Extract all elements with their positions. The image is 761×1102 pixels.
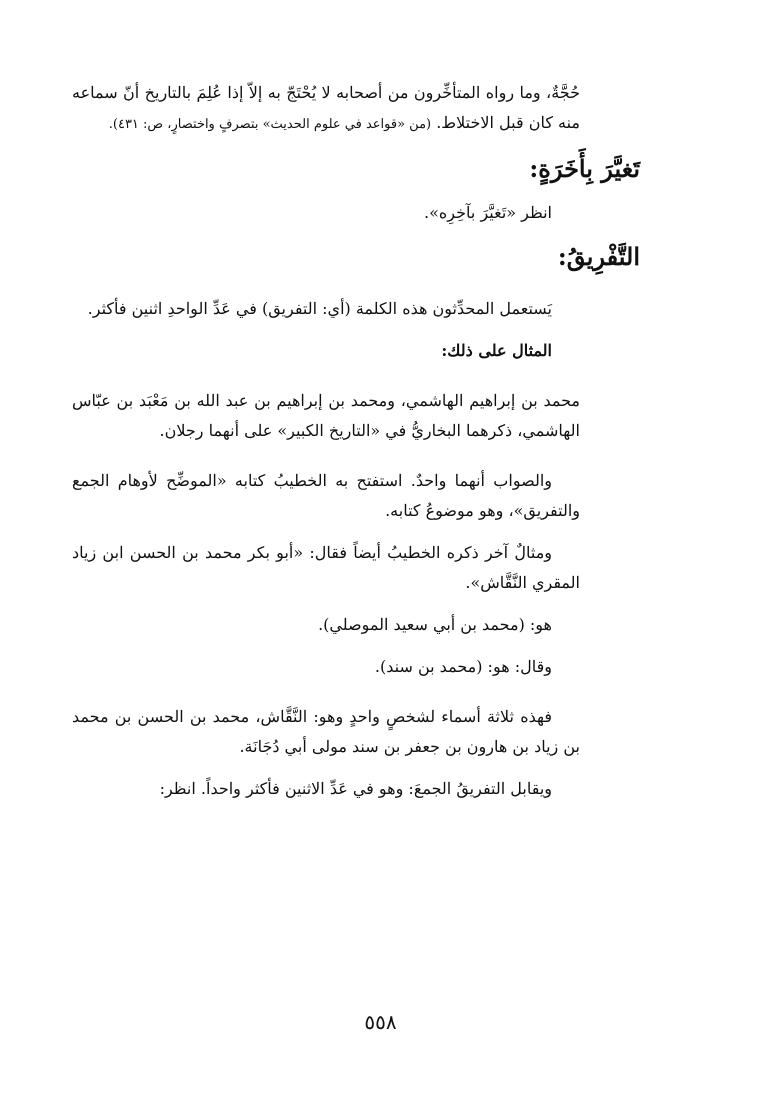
page-body xyxy=(72,78,640,804)
paragraph-see-also: انظر «تَغيَّرَ بآخِرِه». xyxy=(424,203,552,222)
paragraph-example-1: محمد بن إبراهيم الهاشمي، ومحمد بن إبراهيم بن عبد الله بن مَعْبَد بن عبّاس الهاشمي، ذكرهما البخاريُّ في «التاريخ الكبير» على أنهما رجلان. xyxy=(72,391,580,440)
intro-line-2: بالتاريخ أنّ سماعه منه كان قبل الاختلاط. xyxy=(72,83,580,132)
paragraph-intro xyxy=(72,78,580,140)
paragraph-name-2: وقال: هو: (محمد بن سند). xyxy=(374,657,552,676)
paragraph-correction: والصواب أنهما واحدٌ. استفتح به الخطيبُ كتابه «الموضِّح لأوهام الجمع والتفريق»، وهو موضوعُ كتابه. xyxy=(72,471,580,520)
paragraph-definition: يَستعمل المحدِّثون هذه الكلمة (أي: التفريق) في عَدِّ الواحدِ اثنين فأكثر. xyxy=(87,299,552,318)
source-citation: (من «قواعد في علوم الحديث» بتصرفٍ واختصارٍ، ص: ٤٣١). xyxy=(108,117,432,132)
heading-tafriq: التَّفْرِيقُ: xyxy=(557,242,640,271)
paragraph-name-1: هو: (محمد بن أبي سعيد الموصلي). xyxy=(318,615,552,634)
heading-taghayyara-bi-akhara: تَغيَّرَ بِأَخَرَةٍ: xyxy=(529,154,640,183)
intro-line-1: حُجَّةٌ، وما رواه المتأخِّرون من أصحابه لا يُحْتَجّ به إلاّ إذا عُلِمَ xyxy=(196,83,580,102)
page-number: ٥٥٨ xyxy=(364,1010,397,1034)
paragraph-example-2: ومثالٌ آخر ذكره الخطيبُ أيضاً فقال: «أبو بكر محمد بن الحسن ابن زياد المقري النَّقَّاش». xyxy=(72,543,580,592)
paragraph-conclusion: فهذه ثلاثة أسماء لشخصٍ واحدٍ وهو: النَّقَّاش، محمد بن الحسن بن محمد بن زياد بن هارون بن جعفر بن سند مولى أبي دُجَانَة. xyxy=(72,707,580,756)
paragraph-contrast: ويقابل التفريقُ الجمعَ: وهو في عَدِّ الاثنين فأكثر واحداً. انظر: xyxy=(159,779,552,798)
subheading-example: المثال على ذلك: xyxy=(441,341,552,360)
